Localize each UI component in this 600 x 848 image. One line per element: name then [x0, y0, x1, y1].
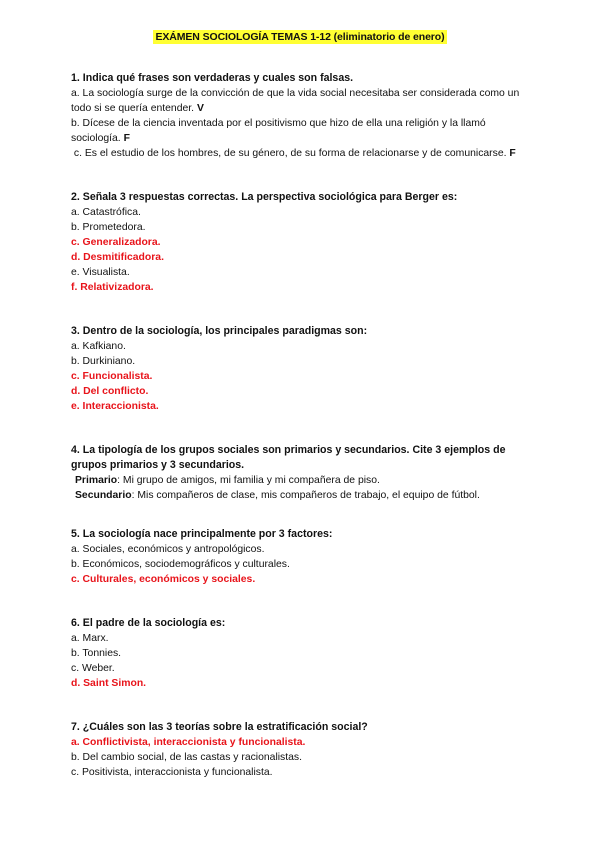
question-2-heading: 2. Señala 3 respuestas correctas. La perspectiva sociológica para Berger es: — [71, 191, 458, 203]
q2-option-a: a. Catastrófica. — [71, 207, 141, 218]
q4-secundario-label: Secundario — [75, 490, 132, 501]
question-6 — [71, 616, 551, 691]
question-5 — [71, 527, 551, 587]
question-3-heading: 3. Dentro de la sociología, los principales paradigmas son: — [71, 325, 368, 337]
title-container — [0, 27, 600, 45]
q1-option-c-mark: F — [509, 148, 516, 159]
q1-option-b-line2 — [71, 131, 551, 146]
q3-option-b: b. Durkiniano. — [71, 356, 136, 367]
question-7 — [71, 720, 551, 780]
question-1-heading: 1. Indica qué frases son verdaderas y cuales son falsas. — [71, 72, 354, 84]
q4-primario-text: : Mi grupo de amigos, mi familia y mi compañera de piso. — [117, 475, 380, 486]
q4-primario — [71, 473, 551, 488]
q4-primario-label: Primario — [75, 475, 118, 486]
q6-option-a: a. Marx. — [71, 633, 109, 644]
question-4-heading-line1: 4. La tipología de los grupos sociales son primarios y secundarios. Cite 3 ejemplos de — [71, 444, 506, 456]
question-1 — [71, 71, 551, 161]
question-4 — [71, 443, 551, 503]
question-7-heading: 7. ¿Cuáles son las 3 teorías sobre la estratificación social? — [71, 721, 368, 733]
q7-option-b: b. Del cambio social, de las castas y racionalistas. — [71, 752, 303, 763]
q3-option-c-correct: c. Funcionalista. — [71, 371, 153, 382]
q1-option-b-mark: F — [123, 133, 130, 144]
question-6-heading: 6. El padre de la sociología es: — [71, 617, 226, 629]
q3-option-d-correct: d. Del conflicto. — [71, 386, 149, 397]
question-5-heading: 5. La sociología nace principalmente por 3 factores: — [71, 528, 333, 540]
q4-secundario-text: : Mis compañeros de clase, mis compañeros de trabajo, el equipo de fútbol. — [131, 490, 480, 501]
q1-option-c-text: c. Es el estudio de los hombres, de su género, de su forma de relacionarse y de comunicarse. — [71, 148, 510, 159]
q2-option-e: e. Visualista. — [71, 267, 130, 278]
q6-option-c: c. Weber. — [71, 663, 115, 674]
q3-option-a: a. Kafkiano. — [71, 341, 126, 352]
q1-option-a-line2 — [71, 101, 551, 116]
q7-option-a-correct: a. Conflictivista, interaccionista y funcionalista. — [71, 737, 306, 748]
q2-option-f-correct: f. Relativizadora. — [71, 282, 154, 293]
q2-option-b: b. Prometedora. — [71, 222, 146, 233]
q1-option-a-text: todo si se quería entender. — [71, 103, 197, 114]
q6-option-d-correct: d. Saint Simon. — [71, 678, 147, 689]
q7-option-c: c. Positivista, interaccionista y funcionalista. — [71, 767, 273, 778]
exam-content — [71, 71, 551, 780]
q1-option-c — [71, 146, 551, 161]
q5-option-c-correct: c. Culturales, económicos y sociales. — [71, 574, 256, 585]
q1-option-a-line1: a. La sociología surge de la convicción de que la vida social necesitaba ser considerada como un — [71, 88, 520, 99]
q1-option-b-text: sociología. — [71, 133, 124, 144]
q1-option-b-line1: b. Dícese de la ciencia inventada por el positivismo que hizo de ella una religión y la llamó — [71, 118, 486, 129]
question-2 — [71, 190, 551, 295]
q5-option-b: b. Económicos, sociodemográficos y culturales. — [71, 559, 290, 570]
q3-option-e-correct: e. Interaccionista. — [71, 401, 159, 412]
question-3 — [71, 324, 551, 414]
q2-option-d-correct: d. Desmitificadora. — [71, 252, 164, 263]
q4-secundario — [71, 488, 551, 503]
q5-option-a: a. Sociales, económicos y antropológicos. — [71, 544, 265, 555]
exam-title: EXÁMEN SOCIOLOGÍA TEMAS 1-12 (eliminatorio de enero) — [155, 31, 445, 43]
question-4-heading-line2: grupos primarios y 3 secundarios. — [71, 459, 245, 471]
q2-option-c-correct: c. Generalizadora. — [71, 237, 161, 248]
q1-option-a-mark: V — [196, 103, 204, 114]
q6-option-b: b. Tonnies. — [71, 648, 122, 659]
